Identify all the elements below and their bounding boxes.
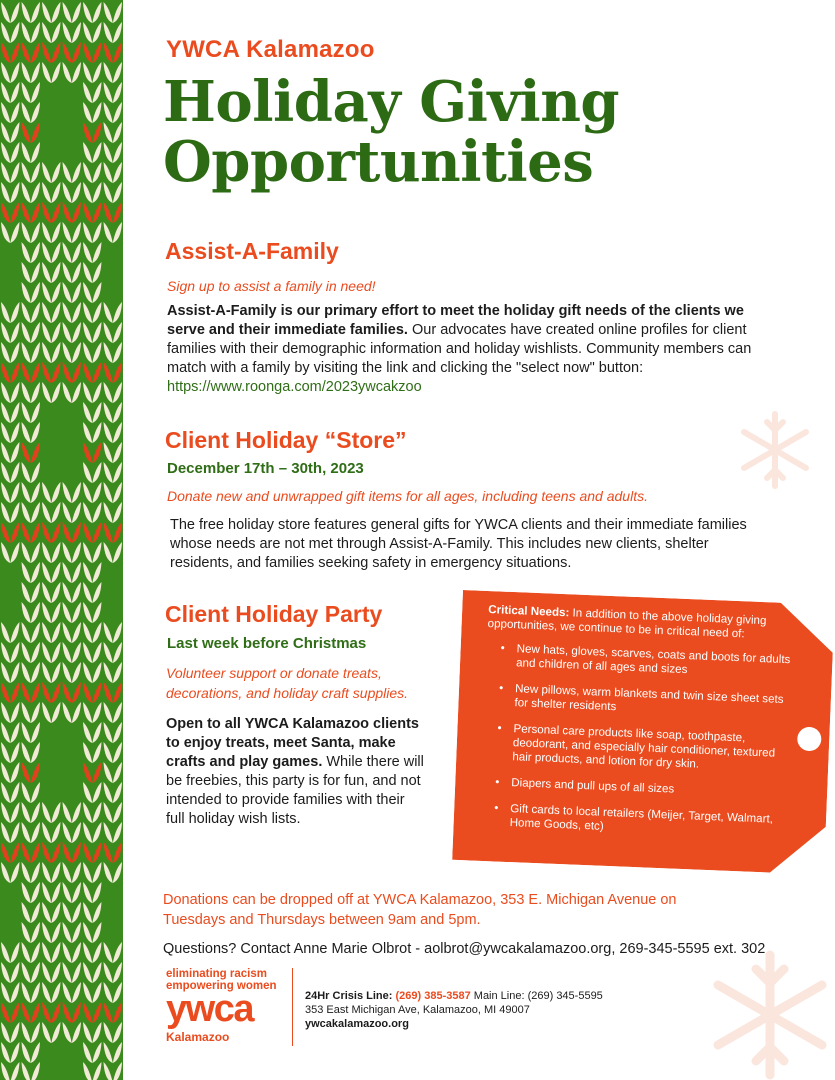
snowflake-icon: [735, 410, 815, 490]
assist-body-bold: Assist-A-Family is our primary effort to meet the holiday gift needs of the clients we serve and their immediate families.: [167, 303, 744, 338]
list-item: [486, 641, 797, 681]
bullet-icon: •: [497, 721, 502, 735]
critical-label: Critical Needs:: [487, 603, 570, 620]
title-line-1: Holiday Giving: [163, 69, 620, 135]
critical-needs-content: [479, 603, 798, 853]
footer-divider: [292, 968, 293, 1046]
knit-pattern-border: [0, 0, 123, 1080]
critical-intro-text: In addition to the above holiday giving opportunities, we continue to be in critical need of:: [487, 606, 767, 641]
critical-needs-tag: [452, 590, 835, 875]
store-body: The free holiday store features general gifts for YWCA clients and their immediate families whose needs are not met through Assist-A-Family. This includes new clients, shelter residents, and families seeking safety in emergency situations.: [170, 517, 747, 571]
crisis-label: 24Hr Crisis Line:: [305, 990, 393, 1002]
crisis-number[interactable]: (269) 385-3587: [395, 990, 471, 1002]
list-item: [481, 775, 791, 801]
bullet-icon: •: [495, 775, 500, 789]
party-heading: Client Holiday Party: [165, 601, 383, 627]
footer-contact: [305, 989, 603, 1031]
title-line-2: Opportunities: [163, 129, 594, 195]
party-dates: Last week before Christmas: [167, 635, 367, 652]
knit-background: [0, 0, 123, 1080]
party-body: [166, 715, 426, 829]
logo-tagline-1: eliminating racism: [166, 968, 267, 980]
questions-contact: Questions? Contact Anne Marie Olbrot - aolbrot@ywcakalamazoo.org, 269-345-5595 ext. 302: [163, 941, 766, 957]
assist-heading: Assist-A-Family: [165, 238, 339, 264]
dropoff-info: Donations can be dropped off at YWCA Kalamazoo, 353 E. Michigan Avenue on Tuesdays and Thursdays between 9am and 5pm.: [163, 892, 677, 928]
list-item: [484, 681, 795, 721]
critical-item-text: New pillows, warm blankets and twin size sheet sets for shelter residents: [514, 682, 784, 714]
bullet-icon: •: [498, 681, 504, 695]
snowflake-icon: [705, 950, 835, 1080]
party-body-rest: While there will be freebies, this party is for fun, and not intended to provide families with their full holiday wish lists.: [166, 754, 424, 827]
logo-wordmark: ywca: [166, 988, 253, 1030]
assist-body: [167, 302, 782, 397]
store-heading: Client Holiday “Store”: [165, 427, 407, 453]
list-item: [479, 801, 790, 841]
critical-item-text: New hats, gloves, scarves, coats and boots for adults and children of all ages and sizes: [515, 642, 791, 677]
bullet-icon: •: [500, 641, 506, 655]
page-title: [163, 69, 620, 195]
assist-note: Sign up to assist a family in need!: [167, 278, 376, 294]
party-body-bold: Open to all YWCA Kalamazoo clients to enjoy treats, meet Santa, make crafts and play games.: [166, 716, 419, 770]
store-dates: December 17th – 30th, 2023: [167, 460, 364, 477]
store-note: Donate new and unwrapped gift items for all ages, including teens and adults.: [167, 488, 648, 504]
logo-city: Kalamazoo: [166, 1030, 230, 1044]
website-link[interactable]: ywcakalamazoo.org: [305, 1018, 409, 1030]
critical-item-text: Gift cards to local retailers (Meijer, Target, Walmart, Home Goods, etc): [509, 802, 774, 833]
phone-lines: [305, 989, 603, 1003]
address: 353 East Michigan Ave, Kalamazoo, MI 49007: [305, 1004, 530, 1016]
critical-item-text: Personal care products like soap, toothpaste, deodorant, and especially hair conditioner, textured hair products, and lotion for dry skin.: [512, 722, 776, 771]
assist-body-rest: Our advocates have created online profiles for client families with their demographic information and holiday wishlists. Community members can match with a family by visiting the link and clicking the "select now" button:: [167, 322, 752, 376]
critical-item-text: Diapers and pull ups of all sizes: [511, 776, 675, 796]
party-note: Volunteer support or donate treats, decorations, and holiday craft supplies.: [166, 665, 409, 701]
critical-needs-list: [479, 641, 796, 841]
logo-tagline-2: empowering women: [166, 980, 277, 992]
ywca-logo: [166, 968, 290, 1044]
assist-link[interactable]: https://www.roonga.com/2023ywcakzoo: [167, 379, 422, 395]
list-item: [482, 721, 793, 775]
bullet-icon: •: [494, 801, 499, 815]
main-line: Main Line: (269) 345-5595: [470, 990, 603, 1002]
org-name: YWCA Kalamazoo: [166, 36, 375, 63]
